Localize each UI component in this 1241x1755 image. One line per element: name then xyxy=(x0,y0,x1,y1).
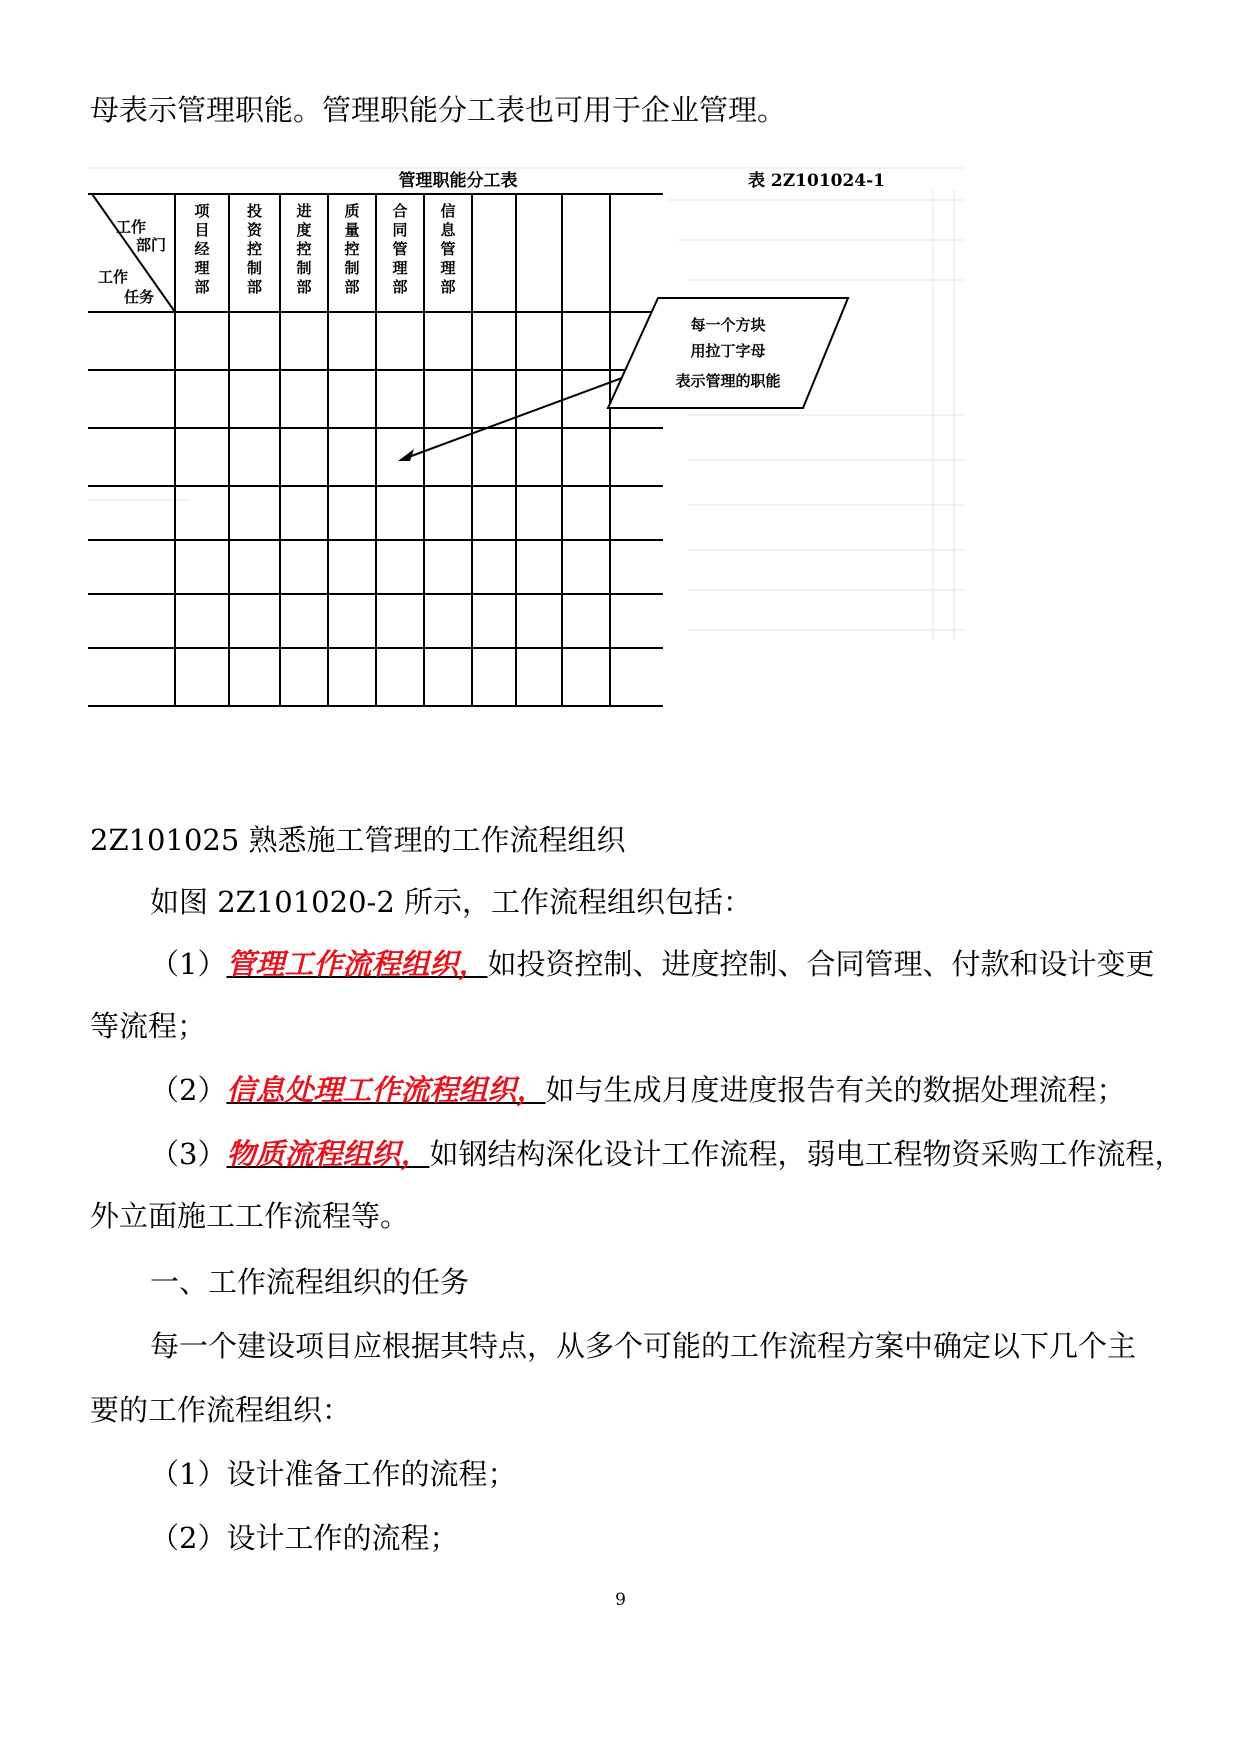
callout-arrow-head xyxy=(398,449,414,461)
callout-line-1: 每一个方块 xyxy=(690,316,766,334)
table-title: 管理职能分工表 xyxy=(398,171,518,191)
department-headers xyxy=(194,202,456,296)
intro-line: 母表示管理职能。管理职能分工表也可用于企业管理。 xyxy=(90,93,787,127)
item-3-text: 如钢结构深化设计工作流程，弱电工程物资采购工作流程， xyxy=(429,1137,1184,1171)
paragraph-2-continuation: 要的工作流程组织： xyxy=(90,1393,352,1427)
callout-line-2: 用拉丁字母 xyxy=(690,342,766,360)
management-function-table-figure xyxy=(88,160,964,740)
item-3-term: 物质流程组织， xyxy=(226,1137,430,1171)
callout-line-3: 表示管理的职能 xyxy=(675,372,781,390)
item-3-continuation: 外立面施工工作流程等。 xyxy=(90,1199,410,1233)
table-code: 表 2Z101024-1 xyxy=(748,171,886,191)
item-3 xyxy=(150,1134,1184,1174)
paragraph-2: 每一个建设项目应根据其特点，从多个可能的工作流程方案中确定以下几个主 xyxy=(150,1329,1137,1363)
subheading: 一、工作流程组织的任务 xyxy=(150,1265,470,1299)
section-heading: 2Z101025 熟悉施工管理的工作流程组织 xyxy=(90,823,626,857)
department-header-2: 进度控制部 xyxy=(296,202,312,296)
item-2 xyxy=(150,1070,1160,1110)
corner-label-work-top: 工作 xyxy=(116,218,147,236)
item-1-number: （1） xyxy=(150,947,227,981)
item-1-continuation: 等流程； xyxy=(90,1009,207,1043)
department-header-0: 项目经理部 xyxy=(194,202,210,296)
department-header-1: 投资控制部 xyxy=(246,202,263,296)
page-number: 9 xyxy=(615,1590,626,1610)
list-item-1: （1）设计准备工作的流程； xyxy=(150,1457,517,1491)
paragraph-figure-reference: 如图 2Z101020-2 所示，工作流程组织包括： xyxy=(150,885,752,919)
corner-label-work-bottom: 工作 xyxy=(98,268,129,286)
corner-label-department: 部门 xyxy=(136,236,167,254)
item-3-number: （3） xyxy=(150,1137,227,1171)
callout-arrow-line xyxy=(406,378,622,458)
item-2-number: （2） xyxy=(150,1073,227,1107)
corner-label-task: 任务 xyxy=(124,288,155,306)
department-header-3: 质量控制部 xyxy=(344,202,360,296)
item-2-term: 信息处理工作流程组织， xyxy=(226,1073,546,1107)
item-1-text: 如投资控制、进度控制、合同管理、付款和设计变更 xyxy=(487,947,1155,981)
item-1-term: 管理工作流程组织， xyxy=(226,947,488,981)
item-1 xyxy=(150,944,1160,984)
list-item-2: （2）设计工作的流程； xyxy=(150,1521,459,1555)
department-header-5: 信息管理部 xyxy=(440,202,456,296)
department-header-4: 合同管理部 xyxy=(392,202,408,296)
item-2-text: 如与生成月度进度报告有关的数据处理流程； xyxy=(545,1073,1126,1107)
